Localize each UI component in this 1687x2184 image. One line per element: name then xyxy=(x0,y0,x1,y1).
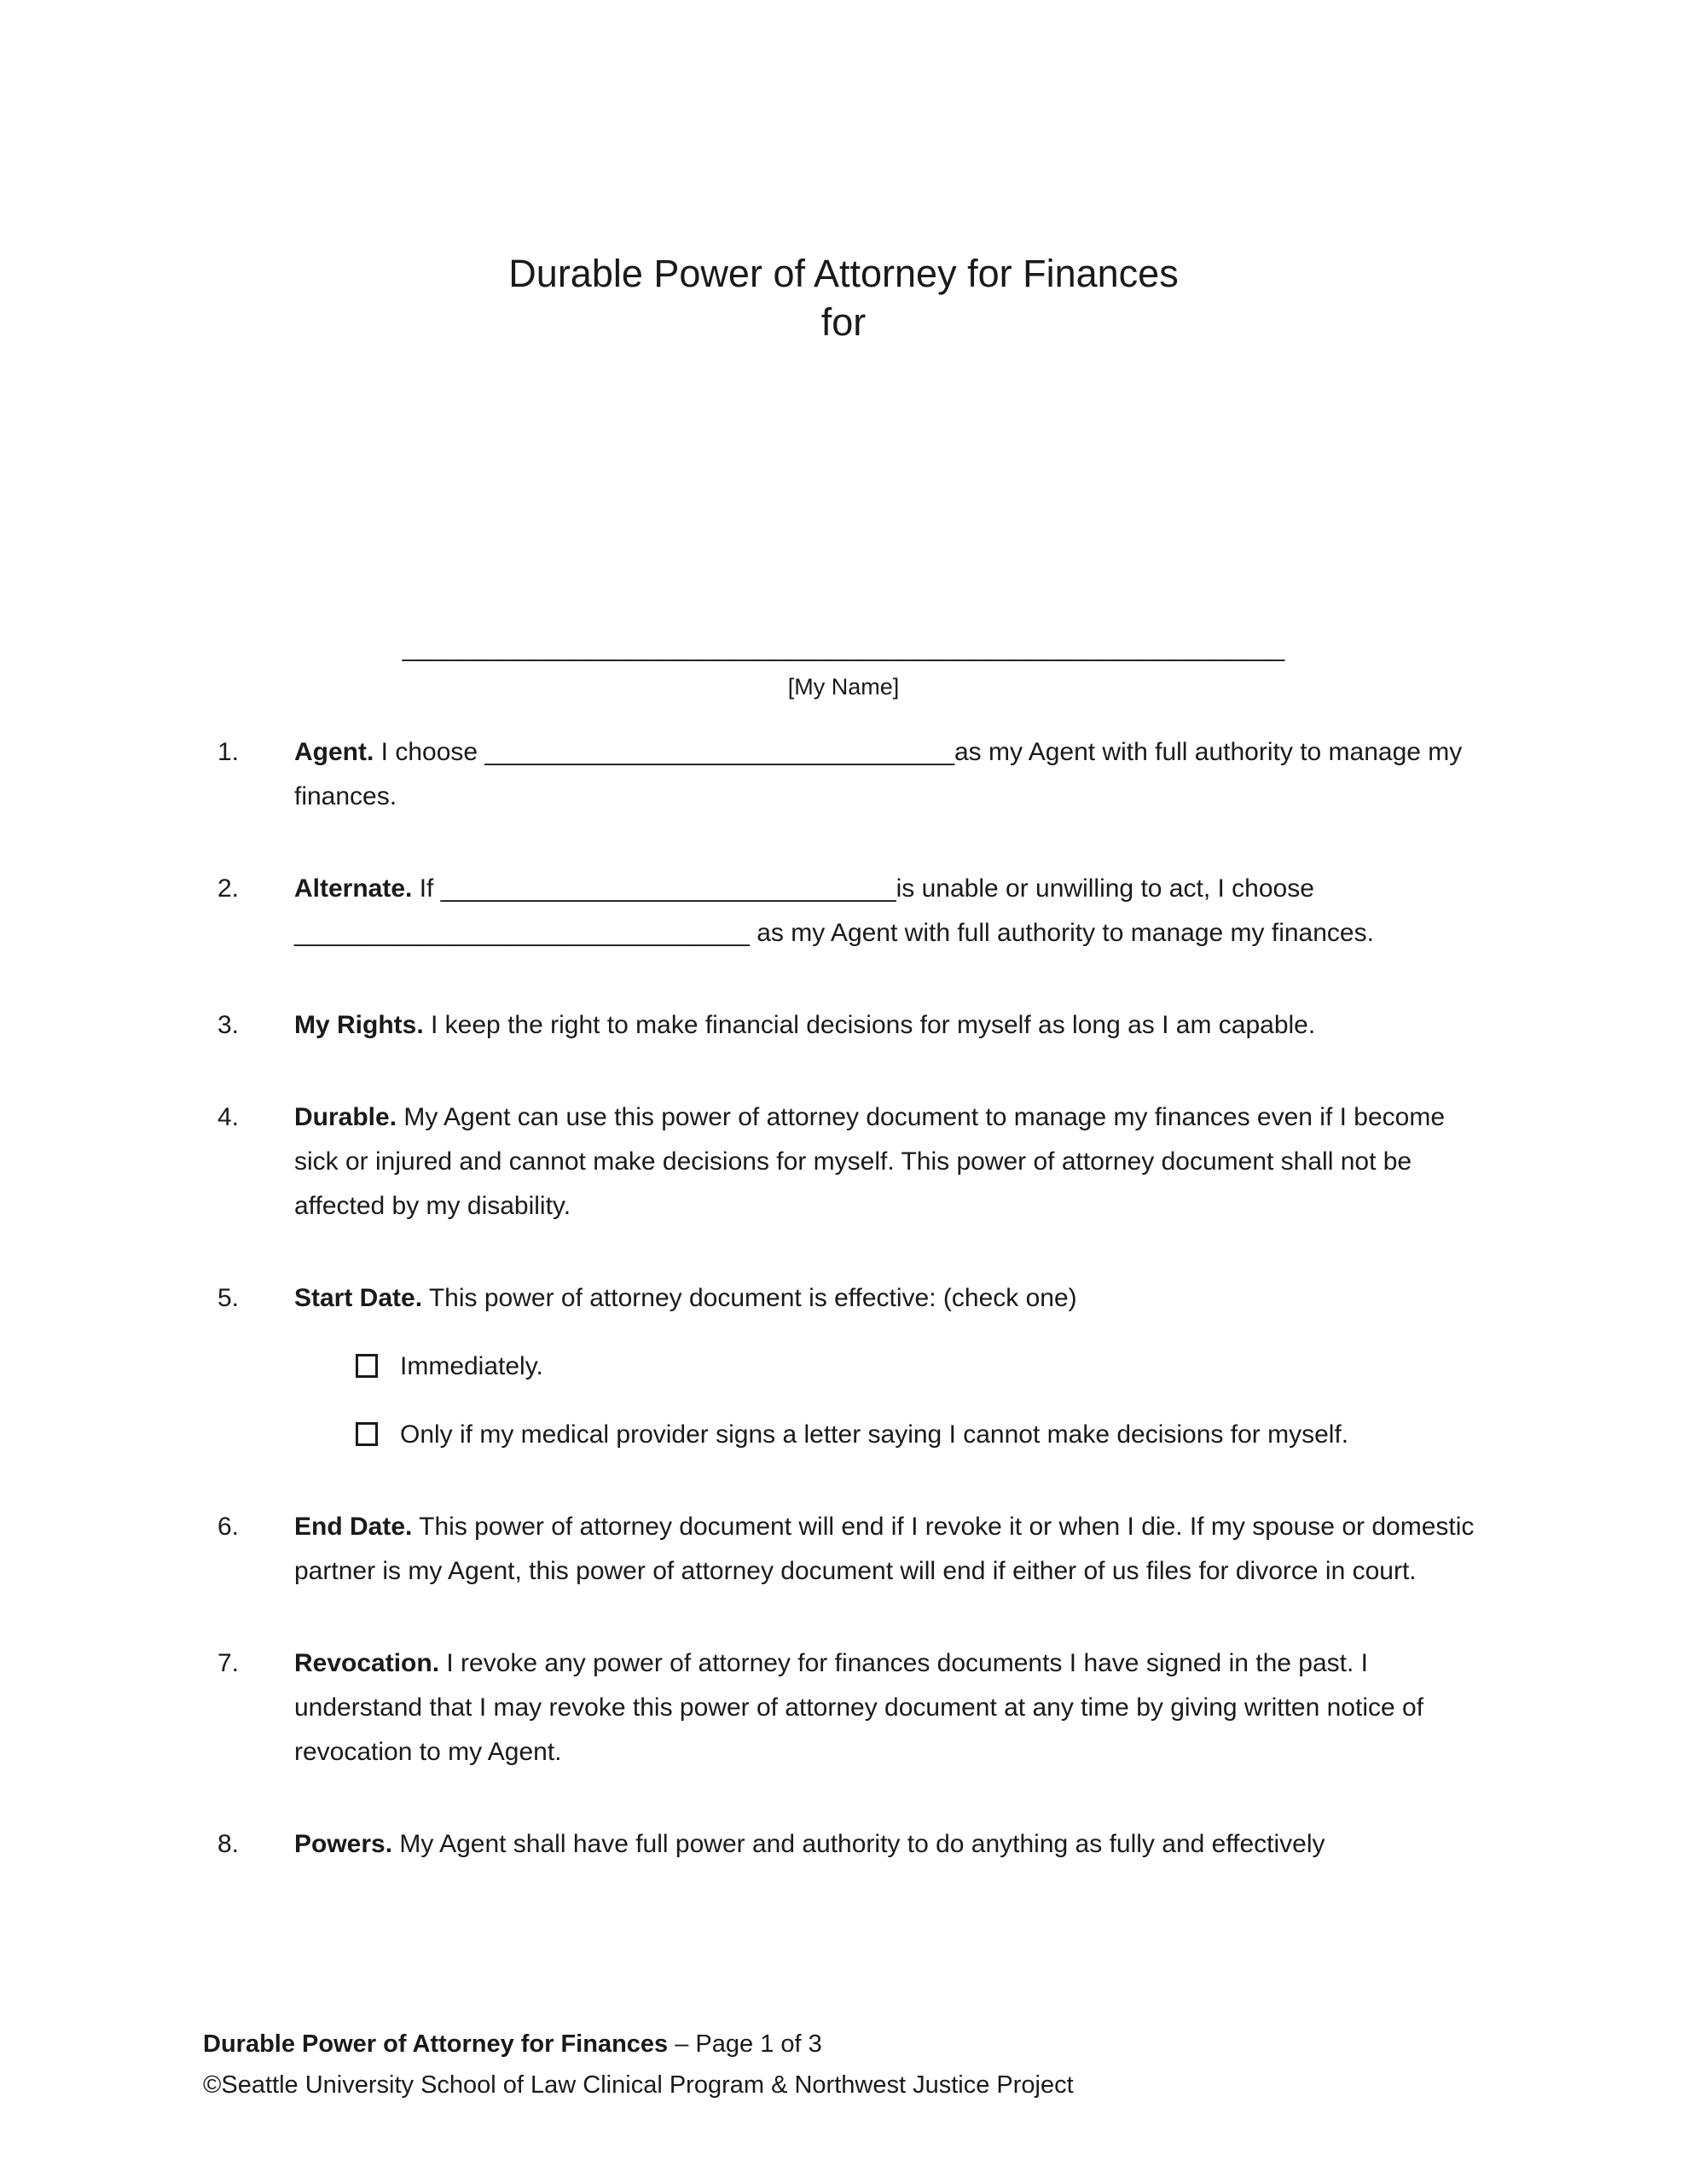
item-body xyxy=(294,1095,1484,1228)
list-item-start-date xyxy=(217,1276,1491,1457)
document-title: Durable Power of Attorney for Finances xyxy=(508,252,1179,295)
item-text: I choose xyxy=(374,738,485,766)
item-body xyxy=(294,1276,1348,1457)
document-title-for: for xyxy=(820,300,867,344)
item-body xyxy=(294,867,1484,956)
item-text: This power of attorney document is effective: (check one) xyxy=(422,1284,1077,1312)
checkbox-row-immediately xyxy=(294,1345,1348,1389)
item-heading: Powers. xyxy=(294,1830,393,1858)
footer-line-1 xyxy=(203,2024,1074,2065)
item-text: My Agent can use this power of attorney document to manage my finances even if I become sick or injured and cannot make decisions for myself. This power of attorney document shall not be affected by my disability. xyxy=(294,1103,1446,1220)
my-name-blank-field[interactable]: ______________________________________________________________ xyxy=(402,634,1285,662)
numbered-list xyxy=(0,730,1687,1867)
checkbox-row-medical-provider xyxy=(294,1413,1348,1457)
item-text: I keep the right to make financial decisions for myself as long as I am capable. xyxy=(423,1011,1316,1039)
list-item-alternate xyxy=(217,867,1491,956)
item-number: 1. xyxy=(217,738,240,766)
item-body xyxy=(294,1641,1484,1774)
checkbox-medical-provider[interactable] xyxy=(356,1422,378,1446)
item-body xyxy=(294,730,1484,819)
list-item-end-date xyxy=(217,1505,1491,1594)
footer-document-title: Durable Power of Attorney for Finances xyxy=(203,2030,669,2058)
item-number: 8. xyxy=(217,1830,240,1858)
item-text: as my Agent with full authority to manage my finances. xyxy=(294,738,1463,810)
list-item-my-rights xyxy=(217,1003,1491,1048)
item-heading: Start Date. xyxy=(294,1284,423,1312)
item-body xyxy=(294,1003,1315,1048)
item-number: 3. xyxy=(217,1011,240,1039)
alternate-choice-blank-field[interactable]: ________________________________ xyxy=(294,919,750,947)
item-text: is unable or unwilling to act, I choose xyxy=(896,874,1314,903)
footer-page-number: – Page 1 of 3 xyxy=(668,2030,822,2058)
my-name-label: [My Name] xyxy=(787,674,900,700)
agent-name-blank-field[interactable]: _________________________________ xyxy=(484,738,954,766)
item-heading: Agent. xyxy=(294,738,374,766)
item-number: 2. xyxy=(217,874,240,903)
item-heading: My Rights. xyxy=(294,1011,424,1039)
item-text: as my Agent with full authority to manage my finances. xyxy=(749,919,1374,947)
item-number: 5. xyxy=(217,1284,240,1312)
item-heading: Revocation. xyxy=(294,1649,440,1677)
item-body xyxy=(294,1505,1484,1594)
item-text: I revoke any power of attorney for finances documents I have signed in the past. I understand that I may revoke this power of attorney document at any time by giving written notice of revocation to my Agent. xyxy=(294,1649,1424,1766)
my-name-line xyxy=(0,626,1687,671)
checkbox-label-immediately: Immediately. xyxy=(400,1352,543,1380)
page-footer xyxy=(203,2024,1074,2106)
item-number: 4. xyxy=(217,1103,240,1131)
item-text: If xyxy=(412,874,441,903)
item-heading: Alternate. xyxy=(294,874,413,903)
list-item-powers xyxy=(217,1822,1491,1867)
item-body xyxy=(294,1822,1325,1867)
list-item-agent xyxy=(217,730,1491,819)
item-number: 7. xyxy=(217,1649,240,1677)
checkbox-immediately[interactable] xyxy=(356,1354,378,1378)
alternate-agent-blank-field[interactable]: ________________________________ xyxy=(440,874,896,903)
item-text: This power of attorney document will end if I revoke it or when I die. If my spouse or domestic partner is my Agent, this power of attorney document will end if either of us files for divorce in court. xyxy=(294,1513,1475,1585)
item-text: My Agent shall have full power and authority to do anything as fully and effectively xyxy=(392,1830,1325,1858)
item-heading: Durable. xyxy=(294,1103,397,1131)
item-heading: End Date. xyxy=(294,1513,413,1541)
item-number: 6. xyxy=(217,1513,240,1541)
list-item-durable xyxy=(217,1095,1491,1228)
checkbox-label-medical-provider: Only if my medical provider signs a letter saying I cannot make decisions for myself. xyxy=(400,1420,1349,1449)
list-item-revocation xyxy=(217,1641,1491,1774)
footer-copyright: ©Seattle University School of Law Clinical Program & Northwest Justice Project xyxy=(203,2071,1074,2099)
